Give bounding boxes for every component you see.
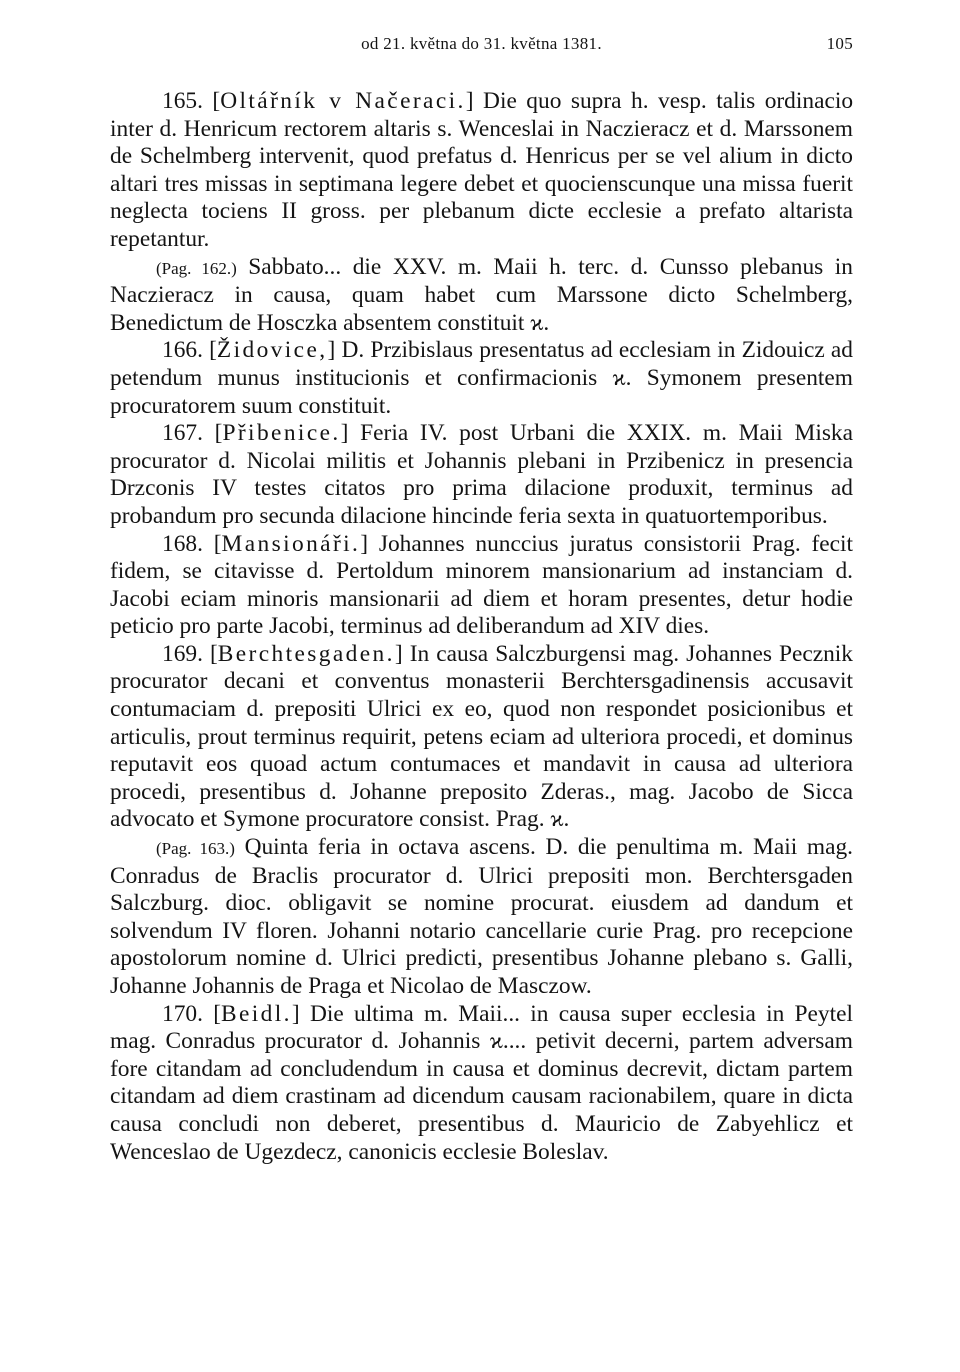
page-reference: (Pag. 162.) — [156, 258, 237, 278]
running-title: od 21. května do 31. května 1381. — [361, 34, 602, 53]
entry-place: Oltářník v Načeraci. — [220, 88, 466, 114]
entry-number: 165. — [162, 88, 203, 114]
entry-place: Berchtesgaden. — [217, 640, 395, 667]
entry-text: Johannes nunccius juratus consistorii Prag. fecit fidem, se citavisse d. Pertoldum minorem mansionarium ad instanciam d. Jacobi eciam minoris mansionarii ad diem et horam presentes, detur hodie peticio pro parte Jacobi, terminus ad deliberandum ad XIV dies. — [110, 530, 853, 640]
entry-169: 169. [Berchtesgaden.] In causa Salczburgensi mag. Johannes Pecznik procurator decani et conventus monasterii Berchtersgadinensis accusavit contumaciam d. prepositi Ulrici ex eo, quod non respondet posicionibus et articulis, prout terminus requirit, petens eciam ad ulteriora procedi, et dominus reputavit eos quoad actum contumaces et mandavit in causa ad ulteriora procedi, presentibus d. Johanne preposito Zderas., mag. Jacobo de Sicca advocato et Symone procuratore consist. Prag. ϰ. — [110, 640, 854, 833]
entry-number: 166. — [162, 337, 203, 364]
entry-170: 170. [Beidl.] Die ultima m. Maii... in causa super ecclesia in Peytel mag. Conradus procurator d. Johannis ϰ.... petivit decerni, partem adversam fore citandam ad concludendum in causa et dominus decrevit, dictam partem citandam ad diem crastinam ad dicendum causam racionabilem, quare in dicta causa concludi non deberet, presentibus d. Mauricio de Zabyehlicz et Wenceslao de Ugezdecz, canonicis ecclesie Boleslav. — [110, 1000, 854, 1165]
entry-169-continuation — [110, 834, 853, 1001]
entry-167: 167. [Přibenice.] Feria IV. post Urbani die XXIX. m. Maii Miska procurator d. Nicolai militis et Johannis plebani in Przibenicz in presencia Drzconis IV testes citatos pro prima dilacione produxit, terminus ad probandum pro secunda dilacione hincinde feria sexta in quatuortemporibus. — [110, 420, 854, 529]
entry-165-continuation — [110, 254, 853, 338]
page-reference: (Pag. 163.) — [156, 839, 235, 859]
entry-text: Sabbato... die XXV. m. Maii h. terc. d. Cunsso plebanus in Naczieracz in causa, quam habet cum Marssone dicto Schelmberg, Benedictum de Hosczka absentem constituit ϰ. — [110, 253, 853, 336]
entry-number: 169. — [162, 640, 203, 667]
entry-number: 168. — [162, 530, 203, 557]
entry-number: 170. — [162, 1000, 203, 1027]
entry-168: 168. [Mansionáři.] Johannes nunccius juratus consistorii Prag. fecit fidem, se citavisse d. Pertoldum minorem mansionarium ad instanciam d. Jacobi eciam minoris mansionarii ad diem et horam presentes, detur hodie peticio pro parte Jacobi, terminus ad deliberandum ad XIV dies. — [110, 530, 853, 640]
entry-number: 167. — [162, 420, 203, 447]
entry-place: Mansionáři. — [221, 530, 361, 557]
body-text — [110, 88, 853, 1166]
entry-place: Přibenice. — [222, 420, 341, 447]
page-number: 105 — [826, 34, 853, 53]
entry-text: In causa Salczburgensi mag. Johannes Pecznik procurator decani et conventus monasterii Berchtersgadinensis accusavit contumaciam d. prepositi Ulrici ex eo, quod non respondet posicionibus et articulis, prout terminus requirit, petens eciam ad ulteriora procedi, et dominus reputavit eos quoad actum contumaces et mandavit in causa ad ulteriora procedi, presentibus d. Johanne preposito Zderas., mag. Jacobo de Sicca advocato et Symone procuratore consist. Prag. ϰ. — [110, 640, 854, 833]
entry-text: Feria IV. post Urbani die XXIX. m. Maii Miska procurator d. Nicolai militis et Johannis plebani in Przibenicz in presencia Drzconis IV testes citatos pro prima dilacione produxit, terminus ad probandum pro secunda dilacione hincinde feria sexta in quatuortemporibus. — [110, 420, 854, 529]
running-header — [110, 34, 853, 64]
entry-text: D. Przibislaus presentatus ad ecclesiam in Zidouicz ad petendum munus institucionis et confirmacionis ϰ. Symonem presentem procuratorem suum constituit. — [110, 337, 853, 419]
entry-166: 166. [Židovice,] D. Przibislaus presentatus ad ecclesiam in Zidouicz ad petendum munus institucionis et confirmacionis ϰ. Symonem presentem procuratorem suum constituit. — [110, 337, 853, 419]
entry-text: Die ultima m. Maii... in causa super ecclesia in Peytel mag. Conradus procurator d. Johannis ϰ.... petivit decerni, partem adversam fore citandam ad concludendum in causa et dominus decrevit, dictam partem citandam ad diem crastinam ad dicendum causam racionabilem, quare in dicta causa concludi non deberet, presentibus d. Mauricio de Zabyehlicz et Wenceslao de Ugezdecz, canonicis ecclesie Boleslav. — [110, 1000, 854, 1165]
entry-text: Die quo supra h. vesp. talis ordinacio inter d. Henricum rectorem altaris s. Wenceslai in Naczieracz et d. Marssonem de Schelmberg intervenit, quod prefatus d. Henricus per se vel alium in dicto altari tres missas in septimana legere debet et quocienscunque una missa fuerit neglecta tociens II gross. per plebanum dicte ecclesie a prefato altarista repetantur. — [110, 88, 854, 252]
entry-text: Quinta feria in octava ascens. D. die penultima m. Maii mag. Conradus de Braclis procurator d. Ulrici prepositi mon. Berchtersgaden Salczburg. dioc. obligavit se nomine procurat. eiusdem ad dandum et solvendum IV floren. Johanni notario cancellarie curie Prag. pro recepcione apostolorum nomine d. Ulrici predicti, presentibus Johanne plebano s. Galli, Johanne Johannis de Praga et Nicolao de Masczow. — [110, 834, 853, 999]
entry-place: Židovice, — [216, 337, 328, 364]
entry-165: 165. [Oltářník v Načeraci.] Die quo supra h. vesp. talis ordinacio inter d. Henricum rectorem altaris s. Wenceslai in Naczieracz et d. Marssonem de Schelmberg intervenit, quod prefatus d. Henricus per se vel alium in dicto altari tres missas in septimana legere debet et quocienscunque una missa fuerit neglecta tociens II gross. per plebanum dicte ecclesie a prefato altarista repetantur. — [110, 88, 854, 252]
entry-place: Beidl. — [220, 1000, 292, 1027]
